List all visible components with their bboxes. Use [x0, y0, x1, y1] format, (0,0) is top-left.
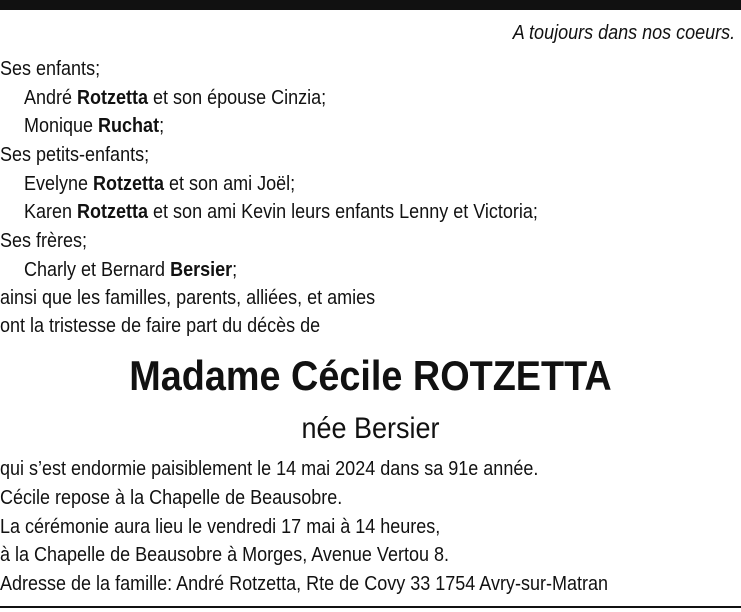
- first-names: Charly et Bernard: [24, 259, 171, 281]
- relation-text: et son épouse Cinzia;: [148, 87, 327, 109]
- relation-text: ;: [232, 259, 238, 281]
- relation-text: ;: [159, 115, 165, 137]
- detail-line-2: Cécile repose à la Chapelle de Beausobre.: [0, 487, 343, 509]
- surname: Bersier: [170, 259, 233, 281]
- child-line-2: [24, 112, 164, 140]
- first-name: André: [24, 87, 78, 109]
- brothers-line: [24, 256, 237, 284]
- top-border: [0, 0, 741, 10]
- deceased-name: Madame Cécile ROTZETTA: [129, 352, 612, 399]
- others-line: ainsi que les familles, parents, alliées, et amies: [0, 287, 376, 309]
- announcement-line: ont la tristesse de faire part du décès de: [0, 315, 321, 337]
- relation-text: et son ami Joël;: [164, 173, 296, 195]
- first-name: Karen: [24, 201, 78, 223]
- grandchild-line-1: [24, 170, 295, 198]
- first-name: Monique: [24, 115, 99, 137]
- detail-line-5: Adresse de la famille: André Rotzetta, Rte de Covy 33 1754 Avry-sur-Matran: [0, 573, 608, 595]
- children-heading: Ses enfants;: [0, 58, 101, 80]
- grandchild-line-2: [24, 198, 538, 226]
- maiden-name: née Bersier: [301, 412, 440, 445]
- brothers-heading: Ses frères;: [0, 230, 88, 252]
- surname: Rotzetta: [93, 173, 165, 195]
- grandchildren-heading: Ses petits-enfants;: [0, 144, 150, 166]
- surname: Rotzetta: [77, 201, 149, 223]
- child-line-1: [24, 84, 326, 112]
- bottom-rule: [0, 606, 741, 608]
- detail-line-4: à la Chapelle de Beausobre à Morges, Avenue Vertou 8.: [0, 544, 449, 566]
- surname: Ruchat: [98, 115, 160, 137]
- surname: Rotzetta: [77, 87, 149, 109]
- detail-line-3: La cérémonie aura lieu le vendredi 17 mai à 14 heures,: [0, 516, 441, 538]
- first-name: Evelyne: [24, 173, 94, 195]
- detail-line-1: qui s’est endormie paisiblement le 14 mai 2024 dans sa 91e année.: [0, 458, 539, 480]
- motto: A toujours dans nos coeurs.: [512, 22, 735, 44]
- relation-text: et son ami Kevin leurs enfants Lenny et Victoria;: [148, 201, 538, 223]
